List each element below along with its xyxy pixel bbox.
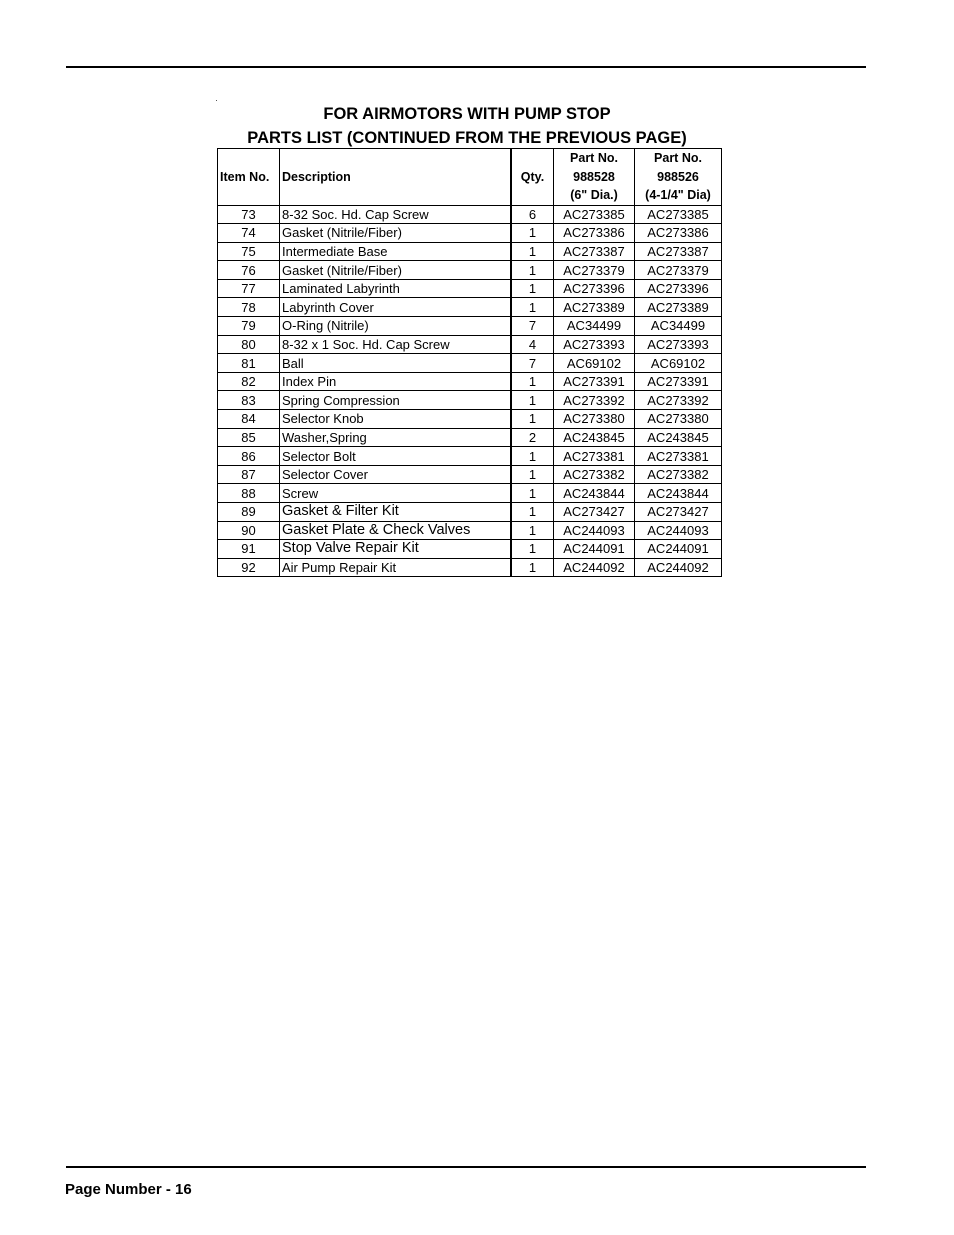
table-header-row — [218, 149, 722, 206]
cell-part-988526: AC273386 — [635, 224, 722, 243]
header-part-988528 — [554, 149, 635, 206]
header-part-label: Part No. — [654, 151, 702, 165]
stray-dot — [216, 100, 217, 101]
cell-qty: 1 — [511, 279, 554, 298]
cell-part-988526: AC243844 — [635, 484, 722, 503]
table-row — [218, 279, 722, 298]
cell-qty: 1 — [511, 521, 554, 540]
header-part-size: (4-1/4" Dia) — [645, 188, 711, 202]
cell-qty: 1 — [511, 372, 554, 391]
cell-item-no: 86 — [218, 447, 280, 466]
top-rule — [66, 66, 866, 68]
cell-description: Gasket (Nitrile/Fiber) — [280, 261, 512, 280]
cell-description: Washer,Spring — [280, 428, 512, 447]
cell-part-988526: AC273380 — [635, 410, 722, 429]
cell-item-no: 79 — [218, 317, 280, 336]
cell-part-988526: AC273381 — [635, 447, 722, 466]
table-row — [218, 242, 722, 261]
cell-qty: 4 — [511, 335, 554, 354]
cell-part-988528: AC273382 — [554, 465, 635, 484]
cell-part-988528: AC273387 — [554, 242, 635, 261]
page-number: Page Number - 16 — [65, 1181, 192, 1198]
header-part-model: 988528 — [573, 169, 615, 184]
parts-list-table — [217, 148, 722, 577]
cell-part-988528: AC69102 — [554, 354, 635, 373]
header-qty: Qty. — [511, 149, 554, 206]
cell-part-988528: AC273427 — [554, 503, 635, 522]
cell-qty: 1 — [511, 447, 554, 466]
cell-item-no: 78 — [218, 298, 280, 317]
cell-part-988528: AC243844 — [554, 484, 635, 503]
table-row — [218, 410, 722, 429]
cell-qty: 1 — [511, 261, 554, 280]
cell-qty: 1 — [511, 558, 554, 577]
cell-description: O-Ring (Nitrile) — [280, 317, 512, 336]
header-part-model: 988526 — [657, 169, 699, 184]
cell-item-no: 92 — [218, 558, 280, 577]
cell-description: Index Pin — [280, 372, 512, 391]
cell-item-no: 89 — [218, 503, 280, 522]
cell-part-988526: AC69102 — [635, 354, 722, 373]
cell-qty: 1 — [511, 242, 554, 261]
cell-description: Air Pump Repair Kit — [280, 558, 512, 577]
header-description: Description — [280, 149, 512, 206]
cell-part-988526: AC273391 — [635, 372, 722, 391]
cell-part-988528: AC273386 — [554, 224, 635, 243]
parts-table-body — [218, 205, 722, 577]
cell-part-988526: AC273392 — [635, 391, 722, 410]
cell-part-988528: AC273396 — [554, 279, 635, 298]
cell-part-988526: AC273387 — [635, 242, 722, 261]
table-row — [218, 465, 722, 484]
cell-part-988526: AC243845 — [635, 428, 722, 447]
cell-part-988526: AC273396 — [635, 279, 722, 298]
cell-part-988526: AC244093 — [635, 521, 722, 540]
cell-item-no: 83 — [218, 391, 280, 410]
cell-description: Laminated Labyrinth — [280, 279, 512, 298]
cell-part-988528: AC273391 — [554, 372, 635, 391]
cell-part-988526: AC244092 — [635, 558, 722, 577]
cell-description: Selector Knob — [280, 410, 512, 429]
cell-item-no: 82 — [218, 372, 280, 391]
cell-part-988526: AC273427 — [635, 503, 722, 522]
table-row — [218, 317, 722, 336]
cell-part-988528: AC273381 — [554, 447, 635, 466]
cell-part-988528: AC273385 — [554, 205, 635, 224]
table-row — [218, 372, 722, 391]
cell-qty: 7 — [511, 354, 554, 373]
table-row — [218, 354, 722, 373]
table-row — [218, 521, 722, 540]
cell-part-988528: AC244092 — [554, 558, 635, 577]
cell-description: Gasket Plate & Check Valves — [280, 521, 512, 540]
cell-part-988528: AC243845 — [554, 428, 635, 447]
cell-part-988526: AC273382 — [635, 465, 722, 484]
cell-item-no: 81 — [218, 354, 280, 373]
cell-qty: 6 — [511, 205, 554, 224]
bottom-rule — [66, 1166, 866, 1168]
cell-item-no: 77 — [218, 279, 280, 298]
cell-description: Screw — [280, 484, 512, 503]
cell-item-no: 88 — [218, 484, 280, 503]
table-row — [218, 261, 722, 280]
header-part-988526 — [635, 149, 722, 206]
cell-description: Stop Valve Repair Kit — [280, 540, 512, 559]
header-part-size: (6" Dia.) — [570, 188, 618, 202]
cell-part-988528: AC244091 — [554, 540, 635, 559]
cell-part-988528: AC273379 — [554, 261, 635, 280]
table-row — [218, 391, 722, 410]
cell-item-no: 75 — [218, 242, 280, 261]
cell-part-988526: AC273393 — [635, 335, 722, 354]
cell-qty: 7 — [511, 317, 554, 336]
cell-part-988528: AC273380 — [554, 410, 635, 429]
cell-description: Intermediate Base — [280, 242, 512, 261]
title-line-1: FOR AIRMOTORS WITH PUMP STOP — [323, 105, 611, 123]
cell-part-988526: AC273385 — [635, 205, 722, 224]
title-block — [217, 102, 717, 150]
cell-qty: 1 — [511, 503, 554, 522]
table-row — [218, 224, 722, 243]
cell-description: Selector Bolt — [280, 447, 512, 466]
table-row — [218, 335, 722, 354]
cell-part-988526: AC273389 — [635, 298, 722, 317]
cell-qty: 2 — [511, 428, 554, 447]
cell-item-no: 74 — [218, 224, 280, 243]
cell-description: 8-32 Soc. Hd. Cap Screw — [280, 205, 512, 224]
cell-item-no: 84 — [218, 410, 280, 429]
cell-description: Selector Cover — [280, 465, 512, 484]
table-row — [218, 447, 722, 466]
cell-description: Ball — [280, 354, 512, 373]
cell-part-988528: AC34499 — [554, 317, 635, 336]
cell-qty: 1 — [511, 465, 554, 484]
table-row — [218, 558, 722, 577]
cell-item-no: 90 — [218, 521, 280, 540]
cell-qty: 1 — [511, 410, 554, 429]
header-part-label: Part No. — [570, 151, 618, 165]
cell-qty: 1 — [511, 298, 554, 317]
cell-description: Spring Compression — [280, 391, 512, 410]
table-row — [218, 205, 722, 224]
table-row — [218, 540, 722, 559]
table-row — [218, 484, 722, 503]
cell-description: Gasket & Filter Kit — [280, 503, 512, 522]
cell-part-988526: AC244091 — [635, 540, 722, 559]
table-row — [218, 298, 722, 317]
cell-qty: 1 — [511, 224, 554, 243]
cell-item-no: 87 — [218, 465, 280, 484]
cell-part-988526: AC273379 — [635, 261, 722, 280]
cell-part-988528: AC244093 — [554, 521, 635, 540]
table-row — [218, 428, 722, 447]
cell-item-no: 73 — [218, 205, 280, 224]
cell-part-988528: AC273392 — [554, 391, 635, 410]
cell-qty: 1 — [511, 540, 554, 559]
cell-item-no: 85 — [218, 428, 280, 447]
header-item-no: Item No. — [218, 149, 280, 206]
cell-item-no: 80 — [218, 335, 280, 354]
cell-part-988526: AC34499 — [635, 317, 722, 336]
cell-qty: 1 — [511, 391, 554, 410]
cell-part-988528: AC273389 — [554, 298, 635, 317]
cell-item-no: 91 — [218, 540, 280, 559]
title-line-2: PARTS LIST (CONTINUED FROM THE PREVIOUS PAGE) — [247, 129, 687, 147]
cell-description: Labyrinth Cover — [280, 298, 512, 317]
cell-item-no: 76 — [218, 261, 280, 280]
table-row — [218, 503, 722, 522]
cell-qty: 1 — [511, 484, 554, 503]
cell-part-988528: AC273393 — [554, 335, 635, 354]
cell-description: 8-32 x 1 Soc. Hd. Cap Screw — [280, 335, 512, 354]
cell-description: Gasket (Nitrile/Fiber) — [280, 224, 512, 243]
